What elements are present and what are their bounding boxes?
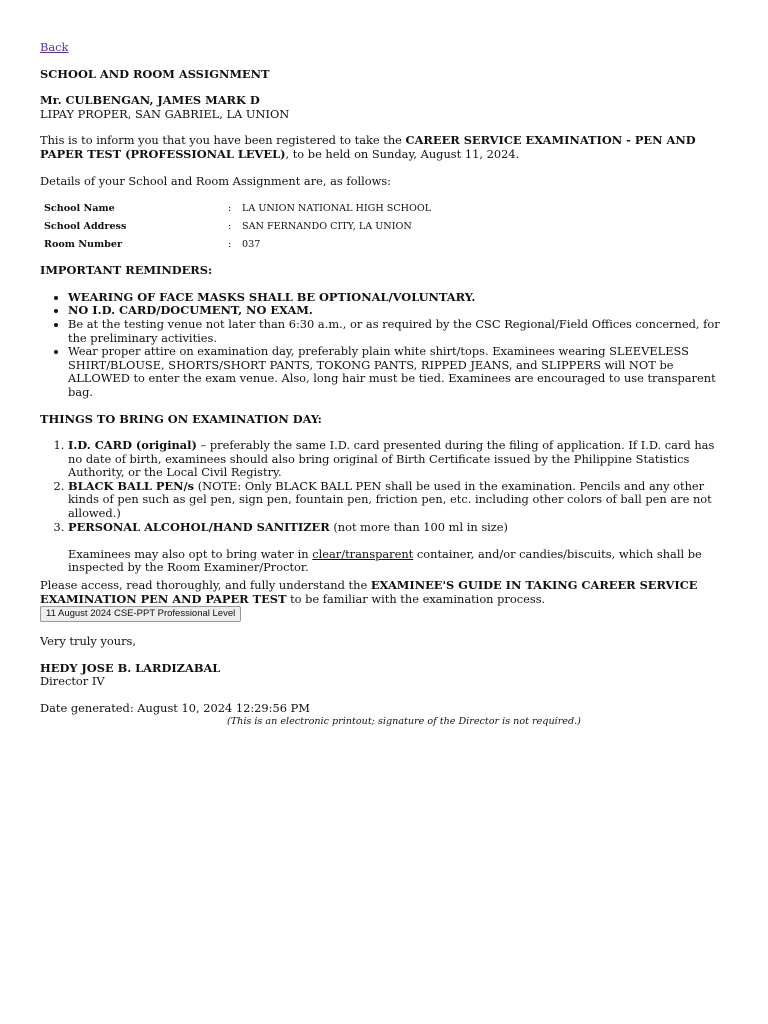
row-label: School Name (44, 203, 115, 215)
row-sep: : (228, 221, 232, 233)
reminders-list (40, 291, 730, 400)
signatory-position: Director IV (40, 674, 105, 689)
reminder-text: WEARING OF FACE MASKS SHALL BE OPTIONAL/VOLUNTARY. (68, 289, 476, 304)
list-item (68, 521, 730, 575)
bring-list (40, 439, 730, 575)
water-note: Examinees may also opt to bring water in (68, 546, 313, 561)
row-sep: : (228, 239, 232, 251)
guide-text-end: to be familiar with the examination process. (286, 591, 546, 606)
examinee-name: Mr. CULBENGAN, JAMES MARK D (40, 93, 260, 108)
electronic-printout-note: (This is an electronic printout; signature of the Director is not required.) (227, 715, 581, 727)
guide-download-button[interactable]: 11 August 2024 CSE-PPT Professional Level (40, 606, 241, 622)
list-item (68, 291, 730, 305)
row-label: School Address (44, 221, 127, 233)
assignment-table (40, 200, 435, 254)
list-item (68, 304, 730, 318)
reminders-heading: IMPORTANT REMINDERS: (40, 263, 213, 278)
examinee-address: LIPAY PROPER, SAN GABRIEL, LA UNION (40, 106, 290, 121)
item-title: PERSONAL ALCOHOL/HAND SANITIZER (68, 519, 330, 534)
list-item: • Be at the testing venue not later than 6:30 a.m., or as required by the CSC Regional/Field Offices concerned, for the preliminary activities. (68, 318, 730, 345)
guide-text: Please access, read thoroughly, and fully understand the (40, 578, 371, 593)
water-note-end: container, and/or candies/biscuits, which shall be inspected by the Room Examiner/Proctor. (68, 546, 702, 575)
list-item (68, 439, 730, 480)
water-note-emphasis: clear/transparent (312, 546, 414, 561)
table-row (40, 236, 435, 254)
exam-name: CAREER SERVICE EXAMINATION - PEN AND PAPER TEST (PROFESSIONAL LEVEL) (40, 133, 696, 161)
row-sep: : (228, 203, 232, 215)
exam-date: , to be held on Sunday, August 11, 2024. (285, 146, 520, 161)
row-value: 037 (242, 239, 261, 251)
page-title: SCHOOL AND ROOM ASSIGNMENT (40, 66, 270, 81)
list-item: • Wear proper attire on examination day, preferably plain white shirt/tops. Examinees wearing SLEEVELESS SHIRT/BLOUSE, SHORTS/SHORT PANTS, TOKONG PANTS, RIPPED JEANS, and SLIPPERS will NOT be ALLOWED to enter the exam venue. Also, long hair must be tied. Examinees are encouraged to use transparent bag. (68, 345, 730, 399)
intro-text: This is to inform you that you have been registered to take the (40, 133, 406, 148)
assignment-letter (40, 41, 730, 728)
closing: Very truly yours, (40, 634, 137, 649)
item-text: (not more than 100 ml in size) (329, 519, 508, 534)
table-row (40, 218, 435, 236)
guide-paragraph (40, 579, 730, 622)
intro-paragraph (40, 134, 730, 161)
table-row (40, 200, 435, 218)
bring-heading: THINGS TO BRING ON EXAMINATION DAY: (40, 411, 322, 426)
row-value: SAN FERNANDO CITY, LA UNION (242, 221, 412, 233)
details-intro: Details of your School and Room Assignment are, as follows: (40, 173, 392, 188)
row-label: Room Number (44, 239, 123, 251)
item-title: BLACK BALL PEN/s (68, 478, 195, 493)
row-value: LA UNION NATIONAL HIGH SCHOOL (242, 203, 432, 215)
item-text: (NOTE: Only BLACK BALL PEN shall be used in the examination. Pencils and any other kinds of pen such as gel pen, sign pen, fountain pen, friction pen, etc. including other colors of ball pen are not allowed.) (68, 478, 712, 521)
item-title: I.D. CARD (original) (68, 438, 197, 453)
reminder-text: NO I.D. CARD/DOCUMENT, NO EXAM. (68, 303, 313, 318)
back-link[interactable]: Back (40, 40, 69, 54)
date-generated: Date generated: August 10, 2024 12:29:56 PM (40, 701, 310, 715)
list-item (68, 480, 730, 521)
item-text: – preferably the same I.D. card presented during the filing of application. If I.D. card has no date of birth, examinees should also bring original of Birth Certificate issued by the Philippine Statistics Authority, or the Local Civil Registry. (68, 438, 715, 480)
signatory-name: HEDY JOSE B. LARDIZABAL (40, 660, 221, 675)
guide-title: EXAMINEE'S GUIDE IN TAKING CAREER SERVICE EXAMINATION PEN AND PAPER TEST (40, 578, 698, 606)
